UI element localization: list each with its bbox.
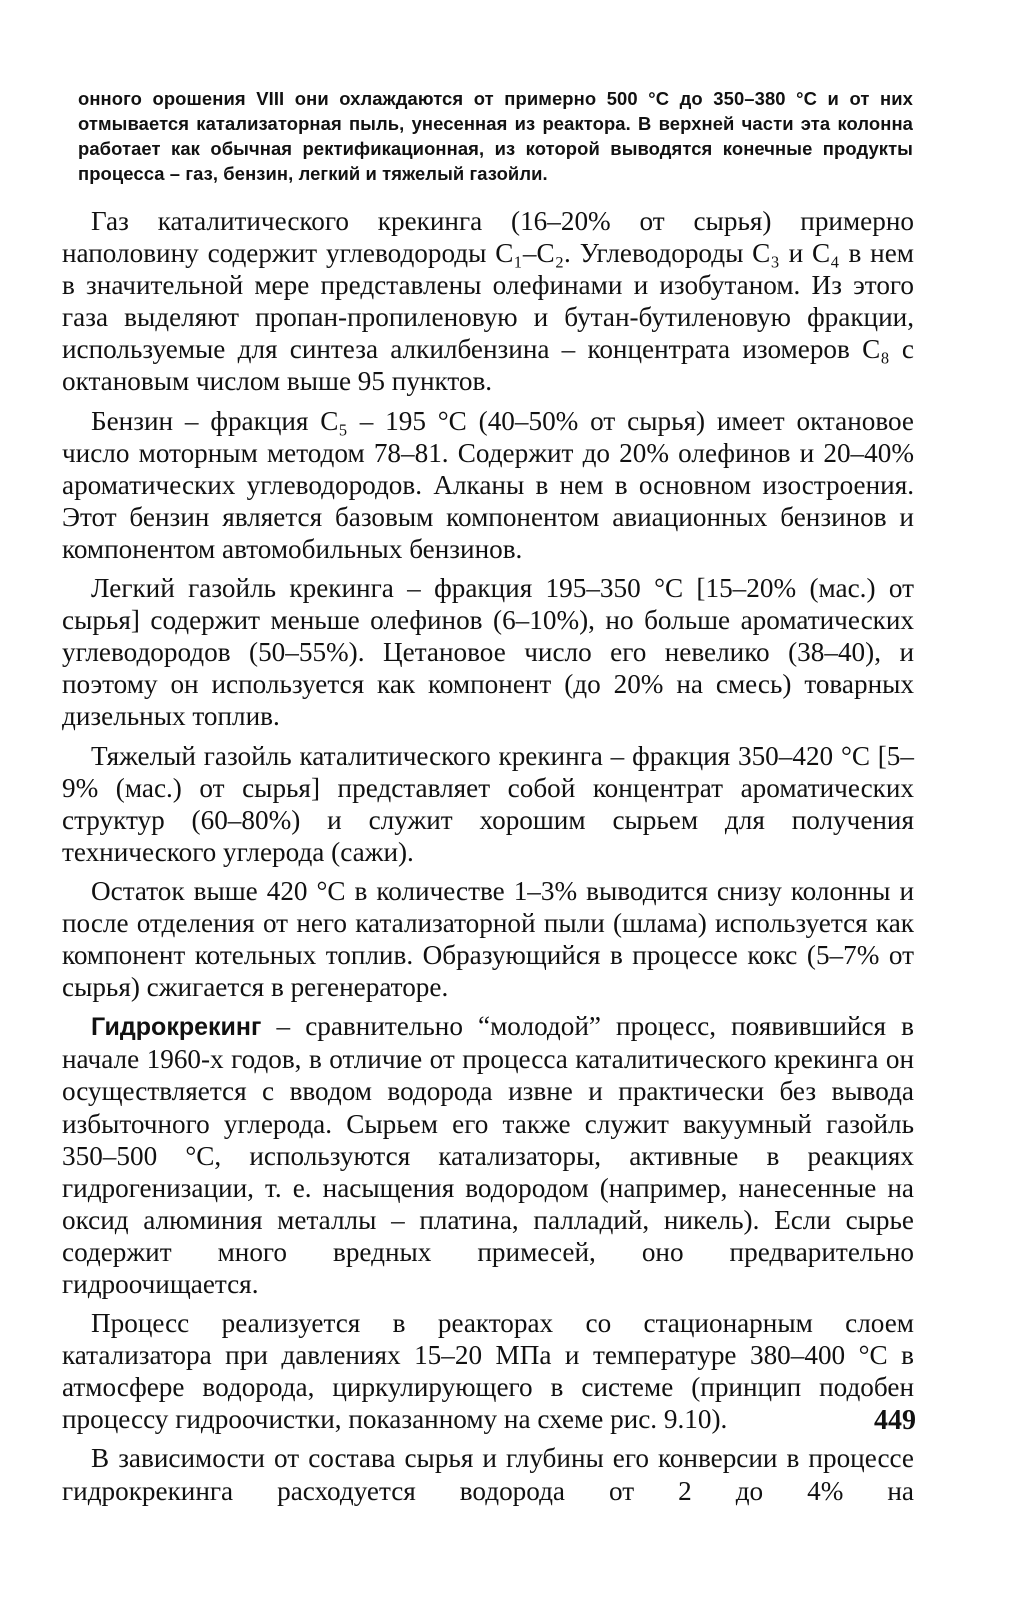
paragraph-light-gasoil: Легкий газойль крекинга – фракция 195–350 °С [15–20% (мас.) от сырья] содержит меньше олефинов (6–10%), но больше ароматических углеводородов (50–55%). Цетановое число его невелико (38–40), и поэтому он используется как компонент (до 20% на смесь) товарных дизельных топлив. (62, 573, 914, 732)
hydrocracking-text: – сравнительно “молодой” процесс, появившийся в начале 1960-х годов, в отличие от процесса каталитического крекинга он осуществляется с вводом водорода извне и практически без вывода избыточного углерода. Сырьем его также служит вакуумный газойль 350–500 °С, используются катализаторы, активные в реакциях гидрогенизации, т. е. насыщения водородом (например, нанесенные на оксид алюминия металлы – платина, палладий, никель). Если сырье содержит много вредных примесей, оно предварительно гидроочищается. (62, 1011, 914, 1299)
paragraph-gasoline: Бензин – фракция C₅ – 195 °С (40–50% от сырья) имеет октановое число моторным методом 78–81. Содержит до 20% олефинов и 20–40% ароматических углеводородов. Алканы в нем в основном изостроения. Этот бензин является базовым компонентом авиационных бензинов и компонентом автомобильных бензинов. (62, 405, 914, 564)
paragraph-residue: Остаток выше 420 °С в количестве 1–3% выводится снизу колонны и после отделения от него катализаторной пыли (шлама) используется как компонент котельных топлив. Образующийся в процессе кокс (5–7% от сырья) сжигается в регенераторе. (62, 875, 914, 1003)
term-hydrocracking: Гидрокрекинг (91, 1013, 262, 1042)
paragraph-process-conditions: Процесс реализуется в реакторах со стационарным слоем катализатора при давлениях 15–20 МПа и температуре 380–400 °С в атмосфере водорода, циркулирующего в системе (принцип подобен процессу гидроочистки, показанному на схеме рис. 9.10). (62, 1308, 914, 1435)
paragraph-heavy-gasoil: Тяжелый газойль каталитического крекинга – фракция 350–420 °С [5–9% (мас.) от сырья] представляет собой концентрат ароматических структур (60–80%) и служит хорошим сырьем для получения технического углерода (сажи). (62, 740, 914, 867)
paragraph-cracking-gas: Газ каталитического крекинга (16–20% от сырья) примерно наполовину содержит углеводороды C₁–C₂. Углеводороды C₃ и C₄ в нем в значительной мере представлены олефинами и изобутаном. Из этого газа выделяют пропан-пропиленовую и бутан-бутиленовую фракции, используемые для синтеза алкилбензина – концентрата изомеров C₈ с октановым числом выше 95 пунктов. (62, 206, 914, 397)
main-text-body (62, 205, 914, 1507)
small-print-text: онного орошения VIII они охлаждаются от примерно 500 °С до 350–380 °С и от них отмывается катализаторная пыль, унесенная из реактора. В верхней части эта колонна работает как обычная ректификационная, из которой выводятся конечные продукты процесса – газ, бензин, легкий и тяжелый газойли. (78, 88, 913, 184)
small-print-paragraph (78, 86, 913, 186)
paragraph-hydrogen-consumption: В зависимости от состава сырья и глубины его конверсии в процессе гидрокрекинга расходуется водорода от 2 до 4% на (62, 1443, 914, 1506)
paragraph-hydrocracking (62, 1010, 914, 1300)
page-number: 449 (874, 1405, 916, 1436)
